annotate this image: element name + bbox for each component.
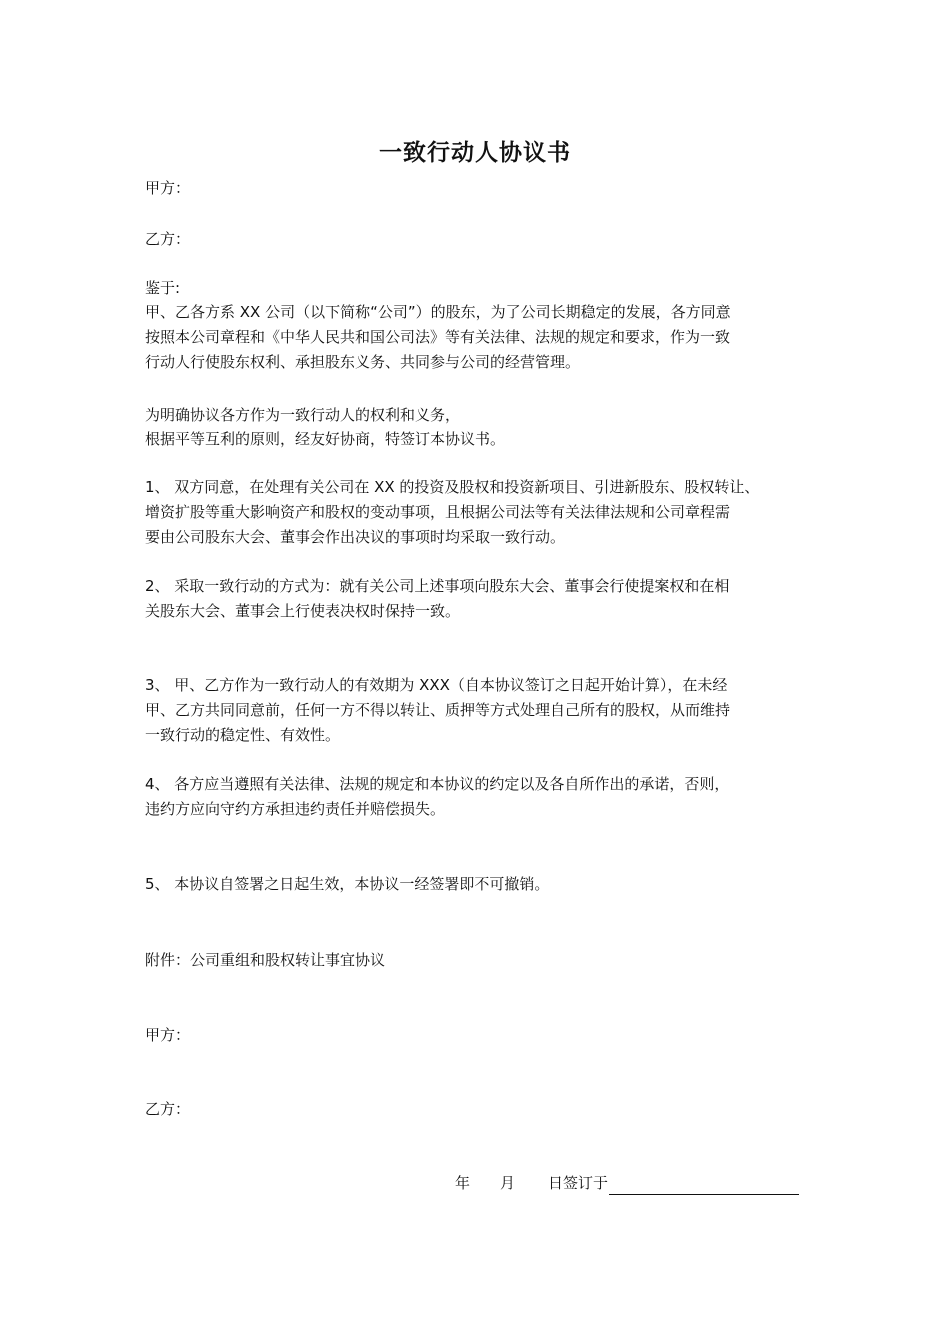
signature-party-a: 甲方： <box>145 1026 191 1044</box>
header-party-a: 甲方： <box>145 179 191 197</box>
clause-4-line: 4、 各方应当遵照有关法律、法规的规定和本协议的约定以及各自所作出的承诺，否则， <box>145 775 730 793</box>
clause-3-line: 3、 甲、乙方作为一致行动人的有效期为 XXX（自本协议签订之日起开始计算），在未经 <box>145 676 728 694</box>
year-label: 年 <box>455 1174 471 1192</box>
signature-party-b: 乙方： <box>145 1100 191 1118</box>
purpose-line: 为明确协议各方作为一致行动人的权利和义务， <box>145 406 461 424</box>
recitals-line: 按照本公司章程和《中华人民共和国公司法》等有关法律、法规的规定和要求，作为一致 <box>145 328 731 346</box>
clause-1-line: 增资扩股等重大影响资产和股权的变动事项，且根据公司法等有关法律法规和公司章程需 <box>145 503 731 521</box>
clause-1-line: 1、 双方同意，在处理有关公司在 XX 的投资及股权和投资新项目、引进新股东、股权转让、 <box>145 478 760 496</box>
clause-3-line: 一致行动的稳定性、有效性。 <box>145 726 341 744</box>
clause-2-line: 关股东大会、董事会上行使表决权时保持一致。 <box>145 602 461 620</box>
document-title: 一致行动人协议书 <box>379 140 571 166</box>
signed-at-label: 日签订于 <box>548 1174 609 1192</box>
clause-3-line: 甲、乙方共同同意前，任何一方不得以转让、质押等方式处理自己所有的股权，从而维持 <box>145 701 731 719</box>
header-party-b: 乙方： <box>145 230 191 248</box>
clause-5-line: 5、 本协议自签署之日起生效，本协议一经签署即不可撤销。 <box>145 875 550 893</box>
clause-2-line: 2、 采取一致行动的方式为：就有关公司上述事项向股东大会、董事会行使提案权和在相 <box>145 577 730 595</box>
clause-1-line: 要由公司股东大会、董事会作出决议的事项时均采取一致行动。 <box>145 528 566 546</box>
recitals-line: 甲、乙各方系 XX 公司（以下简称“公司”）的股东，为了公司长期稳定的发展，各方同意 <box>145 303 731 321</box>
recitals-line: 行动人行使股东权利、承担股东义务、共同参与公司的经营管理。 <box>145 353 581 371</box>
signature-date-line <box>455 1171 799 1195</box>
recitals-lead: 鉴于: <box>145 279 181 297</box>
attachment-note: 附件：公司重组和股权转让事宜协议 <box>145 951 386 969</box>
signing-place-blank <box>609 1177 799 1195</box>
purpose-line: 根据平等互利的原则，经友好协商，特签订本协议书。 <box>145 430 506 448</box>
clause-4-line: 违约方应向守约方承担违约责任并赔偿损失。 <box>145 800 446 818</box>
month-label: 月 <box>500 1174 516 1192</box>
